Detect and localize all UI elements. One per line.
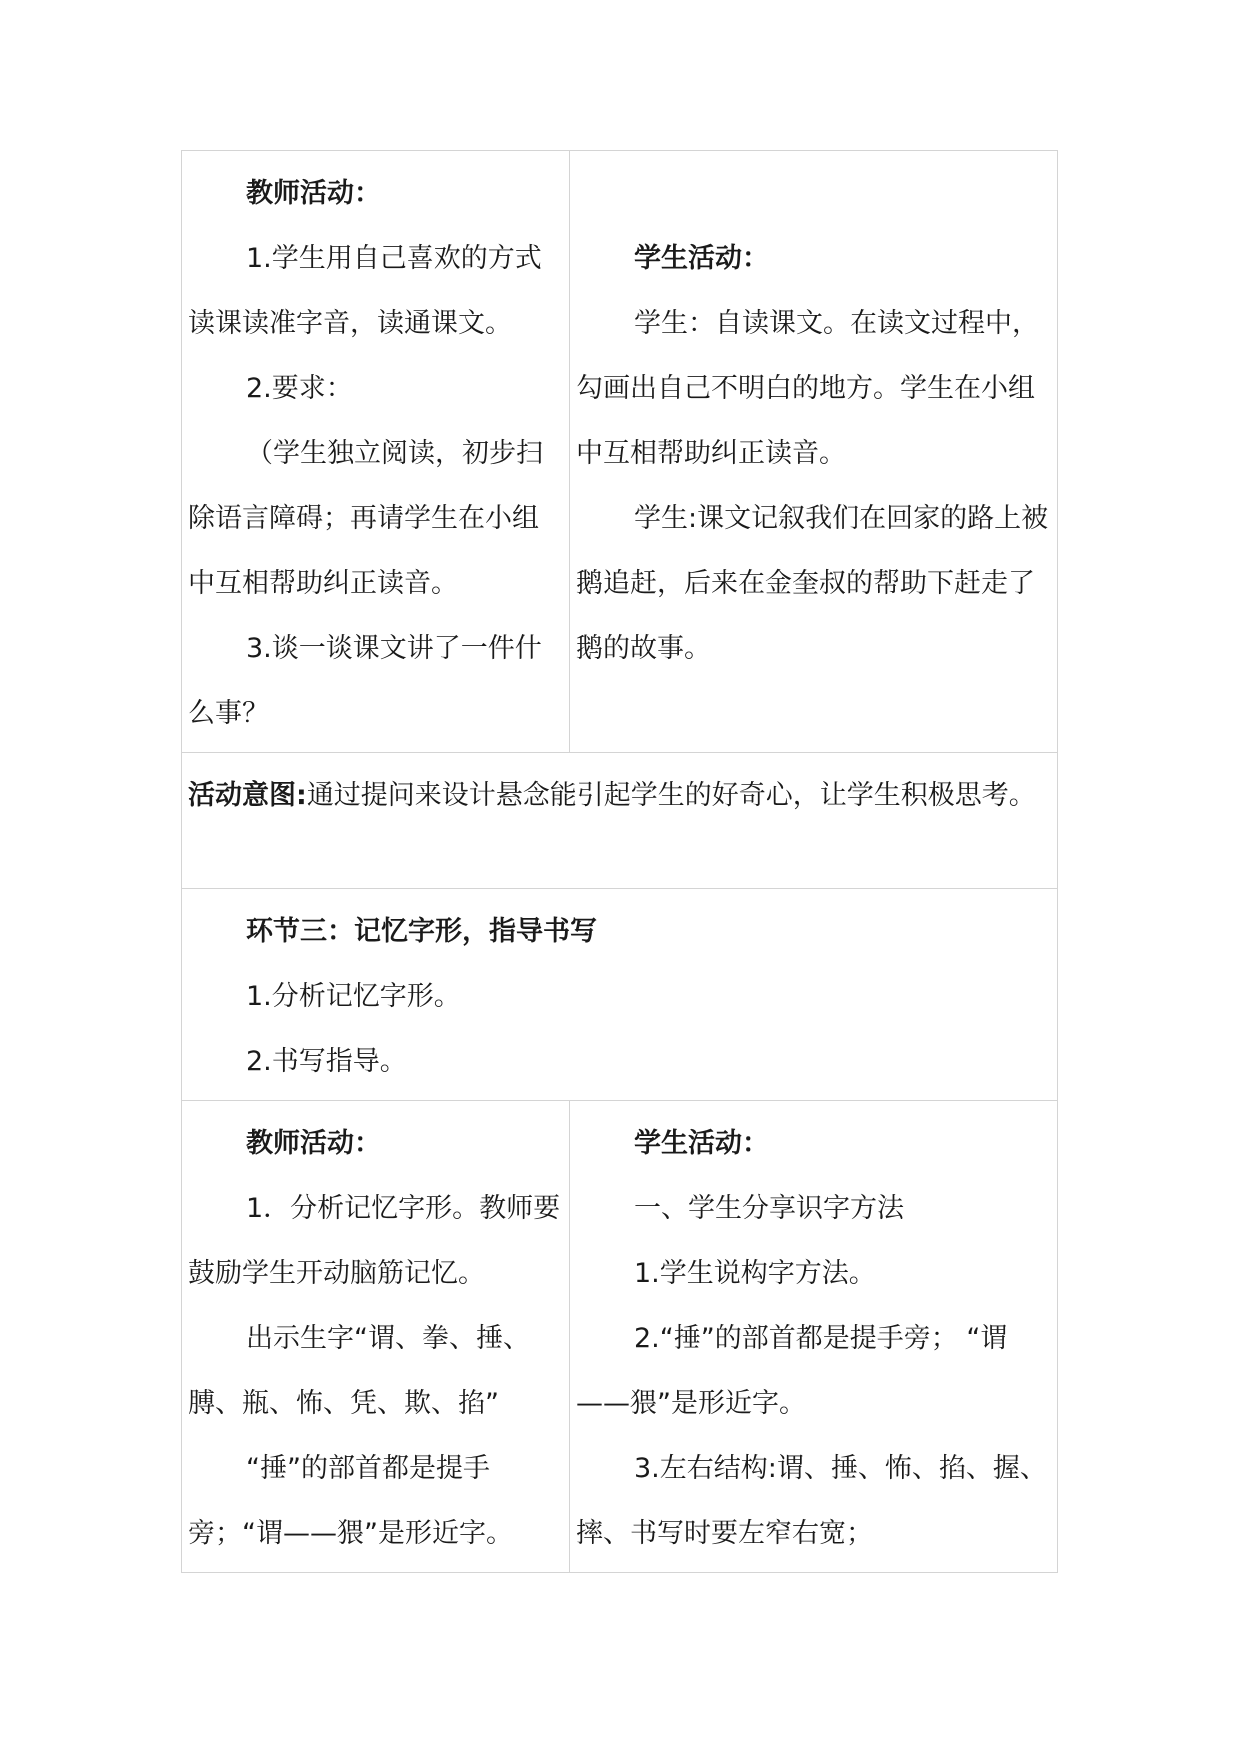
student-activity-cell: [570, 1101, 1058, 1573]
table-row: [182, 889, 1058, 1101]
teacher-activity-title: 教师活动：: [246, 1128, 381, 1159]
activity-intent-text: 通过提问来设计悬念能引起学生的好奇心，让学生积极思考。: [306, 780, 1036, 811]
student-activity-line: 1.学生说构字方法。: [634, 1258, 876, 1289]
student-activity-title: 学生活动：: [634, 243, 769, 274]
student-activity-line: 2.“捶”的部首都是提手旁； “谓——猥”是形近字。: [576, 1323, 1008, 1419]
lesson-plan-table: [181, 150, 1058, 1573]
student-activity-line: 学生：自读课文。在读文过程中，勾画出自己不明白的地方。学生在小组中互相帮助纠正读音。: [576, 308, 1039, 469]
teacher-activity-title: 教师活动：: [246, 178, 381, 209]
student-activity-title: 学生活动：: [634, 1128, 769, 1159]
blank-line: [576, 161, 1051, 226]
student-activity-line: 学生:课文记叙我们在回家的路上被鹅追赶，后来在金奎叔的帮助下赶走了鹅的故事。: [576, 503, 1049, 664]
section-cell: [182, 889, 1058, 1101]
table-row: [182, 1101, 1058, 1573]
teacher-activity-line: 3.谈一谈课文讲了一件什么事？: [188, 633, 542, 729]
teacher-activity-line: 1.学生用自己喜欢的方式读课读准字音，读通课文。: [188, 243, 542, 339]
teacher-activity-cell: [182, 151, 570, 753]
section-line: 2.书写指导。: [246, 1046, 407, 1077]
teacher-activity-line: （学生独立阅读，初步扫除语言障碍；再请学生在小组中互相帮助纠正读音。: [188, 438, 543, 599]
section-title: 环节三：记忆字形，指导书写: [246, 916, 597, 947]
teacher-activity-line: “捶”的部首都是提手旁；“谓——猥”是形近字。: [188, 1453, 513, 1549]
activity-intent-label: 活动意图:: [188, 780, 307, 811]
activity-intent: [188, 763, 1051, 828]
section-line: 1.分析记忆字形。: [246, 981, 461, 1012]
teacher-activity-line: 1．分析记忆字形。教师要鼓励学生开动脑筋记忆。: [188, 1193, 561, 1289]
table-row: [182, 753, 1058, 889]
student-activity-line: 3.左右结构:谓、捶、怖、掐、握、摔、书写时要左窄右宽；: [576, 1453, 1047, 1549]
teacher-activity-line: 2.要求：: [246, 373, 353, 404]
teacher-activity-cell: [182, 1101, 570, 1573]
student-activity-line: 一、学生分享识字方法: [634, 1193, 904, 1224]
activity-intent-cell: [182, 753, 1058, 889]
student-activity-cell: [570, 151, 1058, 753]
teacher-activity-line: 出示生字“谓、拳、捶、膊、瓶、怖、凭、欺、掐”: [188, 1323, 530, 1419]
table-row: [182, 151, 1058, 753]
